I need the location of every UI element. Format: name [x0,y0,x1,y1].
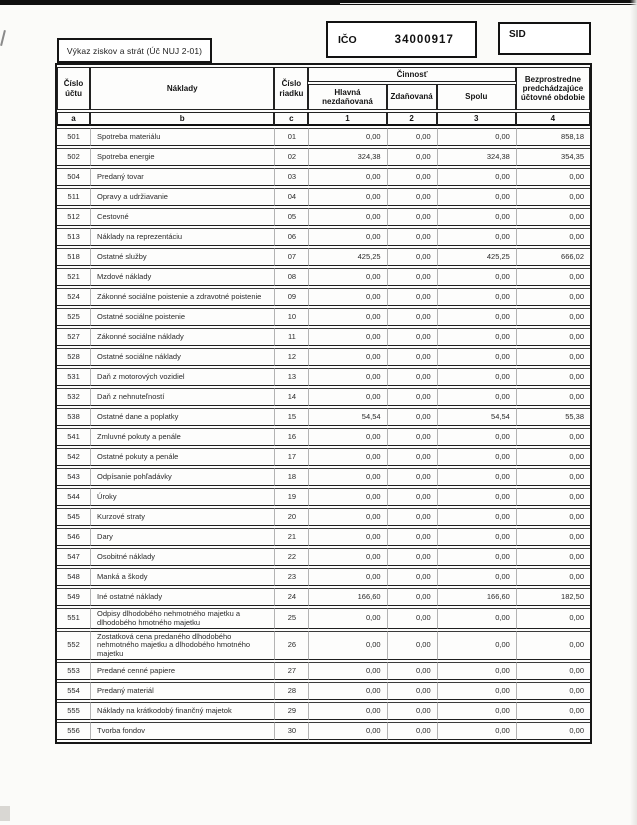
table-row [57,662,590,680]
cell-taxed: 0,00 [387,631,437,660]
cell-taxed: 0,00 [387,588,437,606]
cell-account: 518 [57,248,90,266]
cell-account: 501 [57,128,90,146]
cell-account: 543 [57,468,90,486]
cell-prior-period: 0,00 [516,328,590,346]
cell-row-no: 11 [274,328,308,346]
table-row [57,188,590,206]
table-row [57,248,590,266]
cell-row-no: 24 [274,588,308,606]
cell-taxed: 0,00 [387,548,437,566]
cell-account: 542 [57,448,90,466]
table-row [57,308,590,326]
cell-prior-period: 0,00 [516,388,590,406]
header-prior-period: Bezprostredne predchádzajúce účtovné obdobie [516,67,590,110]
cell-taxed: 0,00 [387,568,437,586]
scan-artifact-bottom-mark [0,806,10,821]
cell-prior-period: 182,50 [516,588,590,606]
cell-account: 512 [57,208,90,226]
cell-total: 0,00 [437,508,516,526]
cell-row-no: 29 [274,702,308,720]
cell-row-no: 16 [274,428,308,446]
cell-prior-period: 0,00 [516,268,590,286]
cell-main-untaxed: 0,00 [308,348,386,366]
cell-account: 538 [57,408,90,426]
scan-artifact-top-bar [0,0,637,5]
cell-account: 531 [57,368,90,386]
ico-value: 34000917 [394,33,454,46]
cell-main-untaxed: 0,00 [308,228,386,246]
cell-taxed: 0,00 [387,308,437,326]
cell-total: 0,00 [437,548,516,566]
letter-1: 1 [308,112,386,126]
cell-taxed: 0,00 [387,662,437,680]
cell-taxed: 0,00 [387,528,437,546]
cell-main-untaxed: 0,00 [308,722,386,740]
cell-main-untaxed: 0,00 [308,702,386,720]
cell-total: 0,00 [437,368,516,386]
table-row [57,368,590,386]
cell-row-no: 22 [274,548,308,566]
cell-total: 0,00 [437,348,516,366]
cell-total: 0,00 [437,228,516,246]
table-row [57,388,590,406]
cell-main-untaxed: 54,54 [308,408,386,426]
cell-row-no: 09 [274,288,308,306]
cell-prior-period: 0,00 [516,631,590,660]
cell-row-no: 01 [274,128,308,146]
cell-main-untaxed: 0,00 [308,448,386,466]
cell-name: Náklady na reprezentáciu [90,228,274,246]
cell-prior-period: 858,18 [516,128,590,146]
table-row [57,208,590,226]
cell-total: 0,00 [437,702,516,720]
cell-row-no: 25 [274,608,308,629]
scan-artifact-left-mark [0,30,6,46]
cell-total: 0,00 [437,288,516,306]
cell-row-no: 14 [274,388,308,406]
cell-name: Ostatné sociálne poistenie [90,308,274,326]
cell-main-untaxed: 0,00 [308,682,386,700]
cell-name: Zmluvné pokuty a penále [90,428,274,446]
cell-taxed: 0,00 [387,248,437,266]
cell-prior-period: 0,00 [516,228,590,246]
sid-label: SID [509,29,526,40]
cell-total: 0,00 [437,682,516,700]
cell-name: Tvorba fondov [90,722,274,740]
table-row [57,608,590,629]
cell-total: 54,54 [437,408,516,426]
header-main-untaxed: Hlavná nezdaňovaná [308,84,386,110]
cell-taxed: 0,00 [387,488,437,506]
cell-account: 532 [57,388,90,406]
cell-taxed: 0,00 [387,448,437,466]
header-account: Číslo účtu [57,67,90,110]
cell-name: Daň z nehnuteľností [90,388,274,406]
cell-total: 0,00 [437,631,516,660]
form-title: Výkaz ziskov a strát (Úč NUJ 2-01) [66,45,203,56]
table-row [57,328,590,346]
cell-account: 556 [57,722,90,740]
cell-total: 425,25 [437,248,516,266]
cell-prior-period: 55,38 [516,408,590,426]
cell-main-untaxed: 0,00 [308,468,386,486]
cell-total: 0,00 [437,388,516,406]
cell-total: 0,00 [437,188,516,206]
cell-prior-period: 0,00 [516,468,590,486]
table-row [57,348,590,366]
cell-name: Odpísanie pohľadávky [90,468,274,486]
cell-row-no: 17 [274,448,308,466]
sid-box [498,22,591,55]
cell-row-no: 13 [274,368,308,386]
table-header [57,67,590,126]
cell-account: 552 [57,631,90,660]
cell-account: 525 [57,308,90,326]
cell-main-untaxed: 166,60 [308,588,386,606]
cell-main-untaxed: 0,00 [308,662,386,680]
cell-name: Predaný tovar [90,168,274,186]
cell-name: Ostatné sociálne náklady [90,348,274,366]
letter-c: c [274,112,308,126]
cell-main-untaxed: 0,00 [308,288,386,306]
cell-total: 0,00 [437,268,516,286]
cell-row-no: 21 [274,528,308,546]
cell-name: Zostatková cena predaného dlhodobého nehmotného majetku a dlhodobého hmotného majetku [90,631,274,660]
cell-main-untaxed: 0,00 [308,268,386,286]
cell-account: 541 [57,428,90,446]
cell-name: Daň z motorových vozidiel [90,368,274,386]
table-row [57,268,590,286]
table-row [57,548,590,566]
cell-prior-period: 0,00 [516,528,590,546]
letter-b: b [90,112,274,126]
cell-total: 324,38 [437,148,516,166]
cell-row-no: 07 [274,248,308,266]
cell-main-untaxed: 0,00 [308,388,386,406]
cell-taxed: 0,00 [387,168,437,186]
cell-main-untaxed: 0,00 [308,568,386,586]
cell-prior-period: 0,00 [516,682,590,700]
cell-name: Predaný materiál [90,682,274,700]
table-row [57,448,590,466]
letter-a: a [57,112,90,126]
cell-taxed: 0,00 [387,128,437,146]
cell-name: Zákonné sociálne náklady [90,328,274,346]
cell-prior-period: 0,00 [516,702,590,720]
cell-account: 527 [57,328,90,346]
table-row [57,468,590,486]
cell-name: Kurzové straty [90,508,274,526]
table-row [57,528,590,546]
cell-name: Úroky [90,488,274,506]
cell-main-untaxed: 0,00 [308,308,386,326]
cell-account: 545 [57,508,90,526]
cell-prior-period: 0,00 [516,568,590,586]
cell-taxed: 0,00 [387,608,437,629]
cell-row-no: 12 [274,348,308,366]
cell-name: Manká a škody [90,568,274,586]
cell-row-no: 06 [274,228,308,246]
cell-name: Dary [90,528,274,546]
cell-total: 166,60 [437,588,516,606]
cell-taxed: 0,00 [387,328,437,346]
table-row [57,508,590,526]
cell-total: 0,00 [437,662,516,680]
cell-row-no: 05 [274,208,308,226]
header-total: Spolu [437,84,516,110]
cell-taxed: 0,00 [387,148,437,166]
cell-name: Opravy a udržiavanie [90,188,274,206]
cell-prior-period: 0,00 [516,548,590,566]
cell-main-untaxed: 0,00 [308,428,386,446]
cell-total: 0,00 [437,608,516,629]
ico-label: IČO [338,33,357,46]
cell-row-no: 30 [274,722,308,740]
cell-total: 0,00 [437,308,516,326]
letter-2: 2 [387,112,437,126]
cell-prior-period: 0,00 [516,428,590,446]
cell-name: Iné ostatné náklady [90,588,274,606]
cell-main-untaxed: 0,00 [308,328,386,346]
cell-row-no: 18 [274,468,308,486]
cell-main-untaxed: 0,00 [308,608,386,629]
cell-taxed: 0,00 [387,682,437,700]
cell-total: 0,00 [437,128,516,146]
cell-row-no: 26 [274,631,308,660]
cell-account: 553 [57,662,90,680]
cell-taxed: 0,00 [387,188,437,206]
table-row [57,148,590,166]
cell-row-no: 02 [274,148,308,166]
cell-main-untaxed: 0,00 [308,508,386,526]
cell-taxed: 0,00 [387,468,437,486]
table-row [57,228,590,246]
cell-prior-period: 0,00 [516,488,590,506]
table-row [57,682,590,700]
header-activity: Činnosť [308,67,515,82]
table-row [57,168,590,186]
cell-prior-period: 0,00 [516,608,590,629]
cell-main-untaxed: 0,00 [308,488,386,506]
cell-taxed: 0,00 [387,268,437,286]
cell-prior-period: 0,00 [516,188,590,206]
cost-rows [57,128,590,740]
letter-4: 4 [516,112,590,126]
cell-account: 524 [57,288,90,306]
cell-row-no: 03 [274,168,308,186]
letter-3: 3 [437,112,516,126]
table-row [57,588,590,606]
table-row [57,631,590,660]
cell-main-untaxed: 0,00 [308,168,386,186]
cell-taxed: 0,00 [387,228,437,246]
cell-name: Ostatné pokuty a penále [90,448,274,466]
cell-taxed: 0,00 [387,288,437,306]
ico-box [326,21,477,58]
cell-account: 546 [57,528,90,546]
cell-name: Predané cenné papiere [90,662,274,680]
cell-prior-period: 0,00 [516,288,590,306]
scan-artifact-light-line [340,3,637,4]
cell-prior-period: 0,00 [516,208,590,226]
cell-main-untaxed: 0,00 [308,548,386,566]
cell-account: 549 [57,588,90,606]
cell-main-untaxed: 0,00 [308,128,386,146]
costs-table [55,63,592,744]
cell-total: 0,00 [437,488,516,506]
cell-account: 554 [57,682,90,700]
cell-main-untaxed: 0,00 [308,368,386,386]
cell-taxed: 0,00 [387,368,437,386]
cell-taxed: 0,00 [387,702,437,720]
cell-total: 0,00 [437,328,516,346]
cell-account: 544 [57,488,90,506]
cell-name: Zákonné sociálne poistenie a zdravotné poistenie [90,288,274,306]
table-row [57,488,590,506]
cell-row-no: 04 [274,188,308,206]
cell-prior-period: 0,00 [516,308,590,326]
cell-prior-period: 0,00 [516,448,590,466]
cell-row-no: 20 [274,508,308,526]
cell-name: Ostatné dane a poplatky [90,408,274,426]
cell-total: 0,00 [437,568,516,586]
cell-row-no: 15 [274,408,308,426]
header-row-no: Číslo riadku [274,67,308,110]
cell-row-no: 10 [274,308,308,326]
cell-name: Mzdové náklady [90,268,274,286]
cell-name: Ostatné služby [90,248,274,266]
header-taxed: Zdaňovaná [387,84,437,110]
cell-prior-period: 0,00 [516,348,590,366]
cell-total: 0,00 [437,722,516,740]
cell-account: 521 [57,268,90,286]
cell-name: Osobitné náklady [90,548,274,566]
cell-main-untaxed: 0,00 [308,631,386,660]
cell-total: 0,00 [437,448,516,466]
cell-prior-period: 666,02 [516,248,590,266]
table-row [57,568,590,586]
cell-taxed: 0,00 [387,388,437,406]
cell-main-untaxed: 0,00 [308,208,386,226]
cell-name: Náklady na krátkodobý finančný majetok [90,702,274,720]
cell-account: 555 [57,702,90,720]
cell-account: 502 [57,148,90,166]
scan-artifact-right-shade [630,0,637,825]
cell-account: 548 [57,568,90,586]
cell-account: 547 [57,548,90,566]
cell-taxed: 0,00 [387,722,437,740]
cell-taxed: 0,00 [387,408,437,426]
cell-main-untaxed: 425,25 [308,248,386,266]
table-row [57,428,590,446]
cell-prior-period: 0,00 [516,508,590,526]
table-row [57,408,590,426]
cell-total: 0,00 [437,208,516,226]
cell-total: 0,00 [437,168,516,186]
cell-row-no: 23 [274,568,308,586]
cell-account: 528 [57,348,90,366]
cell-taxed: 0,00 [387,208,437,226]
form-title-box [57,38,212,63]
cell-row-no: 08 [274,268,308,286]
header-costs: Náklady [90,67,274,110]
cell-prior-period: 0,00 [516,662,590,680]
cell-prior-period: 0,00 [516,368,590,386]
table-row [57,288,590,306]
table-row [57,722,590,740]
cell-prior-period: 0,00 [516,722,590,740]
cell-total: 0,00 [437,468,516,486]
cell-row-no: 28 [274,682,308,700]
cell-main-untaxed: 0,00 [308,188,386,206]
cell-total: 0,00 [437,528,516,546]
cell-account: 504 [57,168,90,186]
cell-row-no: 19 [274,488,308,506]
cell-row-no: 27 [274,662,308,680]
cell-taxed: 0,00 [387,348,437,366]
cell-prior-period: 0,00 [516,168,590,186]
cell-account: 513 [57,228,90,246]
table-row [57,128,590,146]
cell-name: Cestovné [90,208,274,226]
cell-name: Odpisy dlhodobého nehmotného majetku a dlhodobého hmotného majetku [90,608,274,629]
cell-name: Spotreba energie [90,148,274,166]
cell-account: 551 [57,608,90,629]
cell-prior-period: 354,35 [516,148,590,166]
table-row [57,702,590,720]
cell-total: 0,00 [437,428,516,446]
cell-account: 511 [57,188,90,206]
cell-taxed: 0,00 [387,508,437,526]
cell-main-untaxed: 0,00 [308,528,386,546]
cell-name: Spotreba materiálu [90,128,274,146]
cell-taxed: 0,00 [387,428,437,446]
cell-main-untaxed: 324,38 [308,148,386,166]
